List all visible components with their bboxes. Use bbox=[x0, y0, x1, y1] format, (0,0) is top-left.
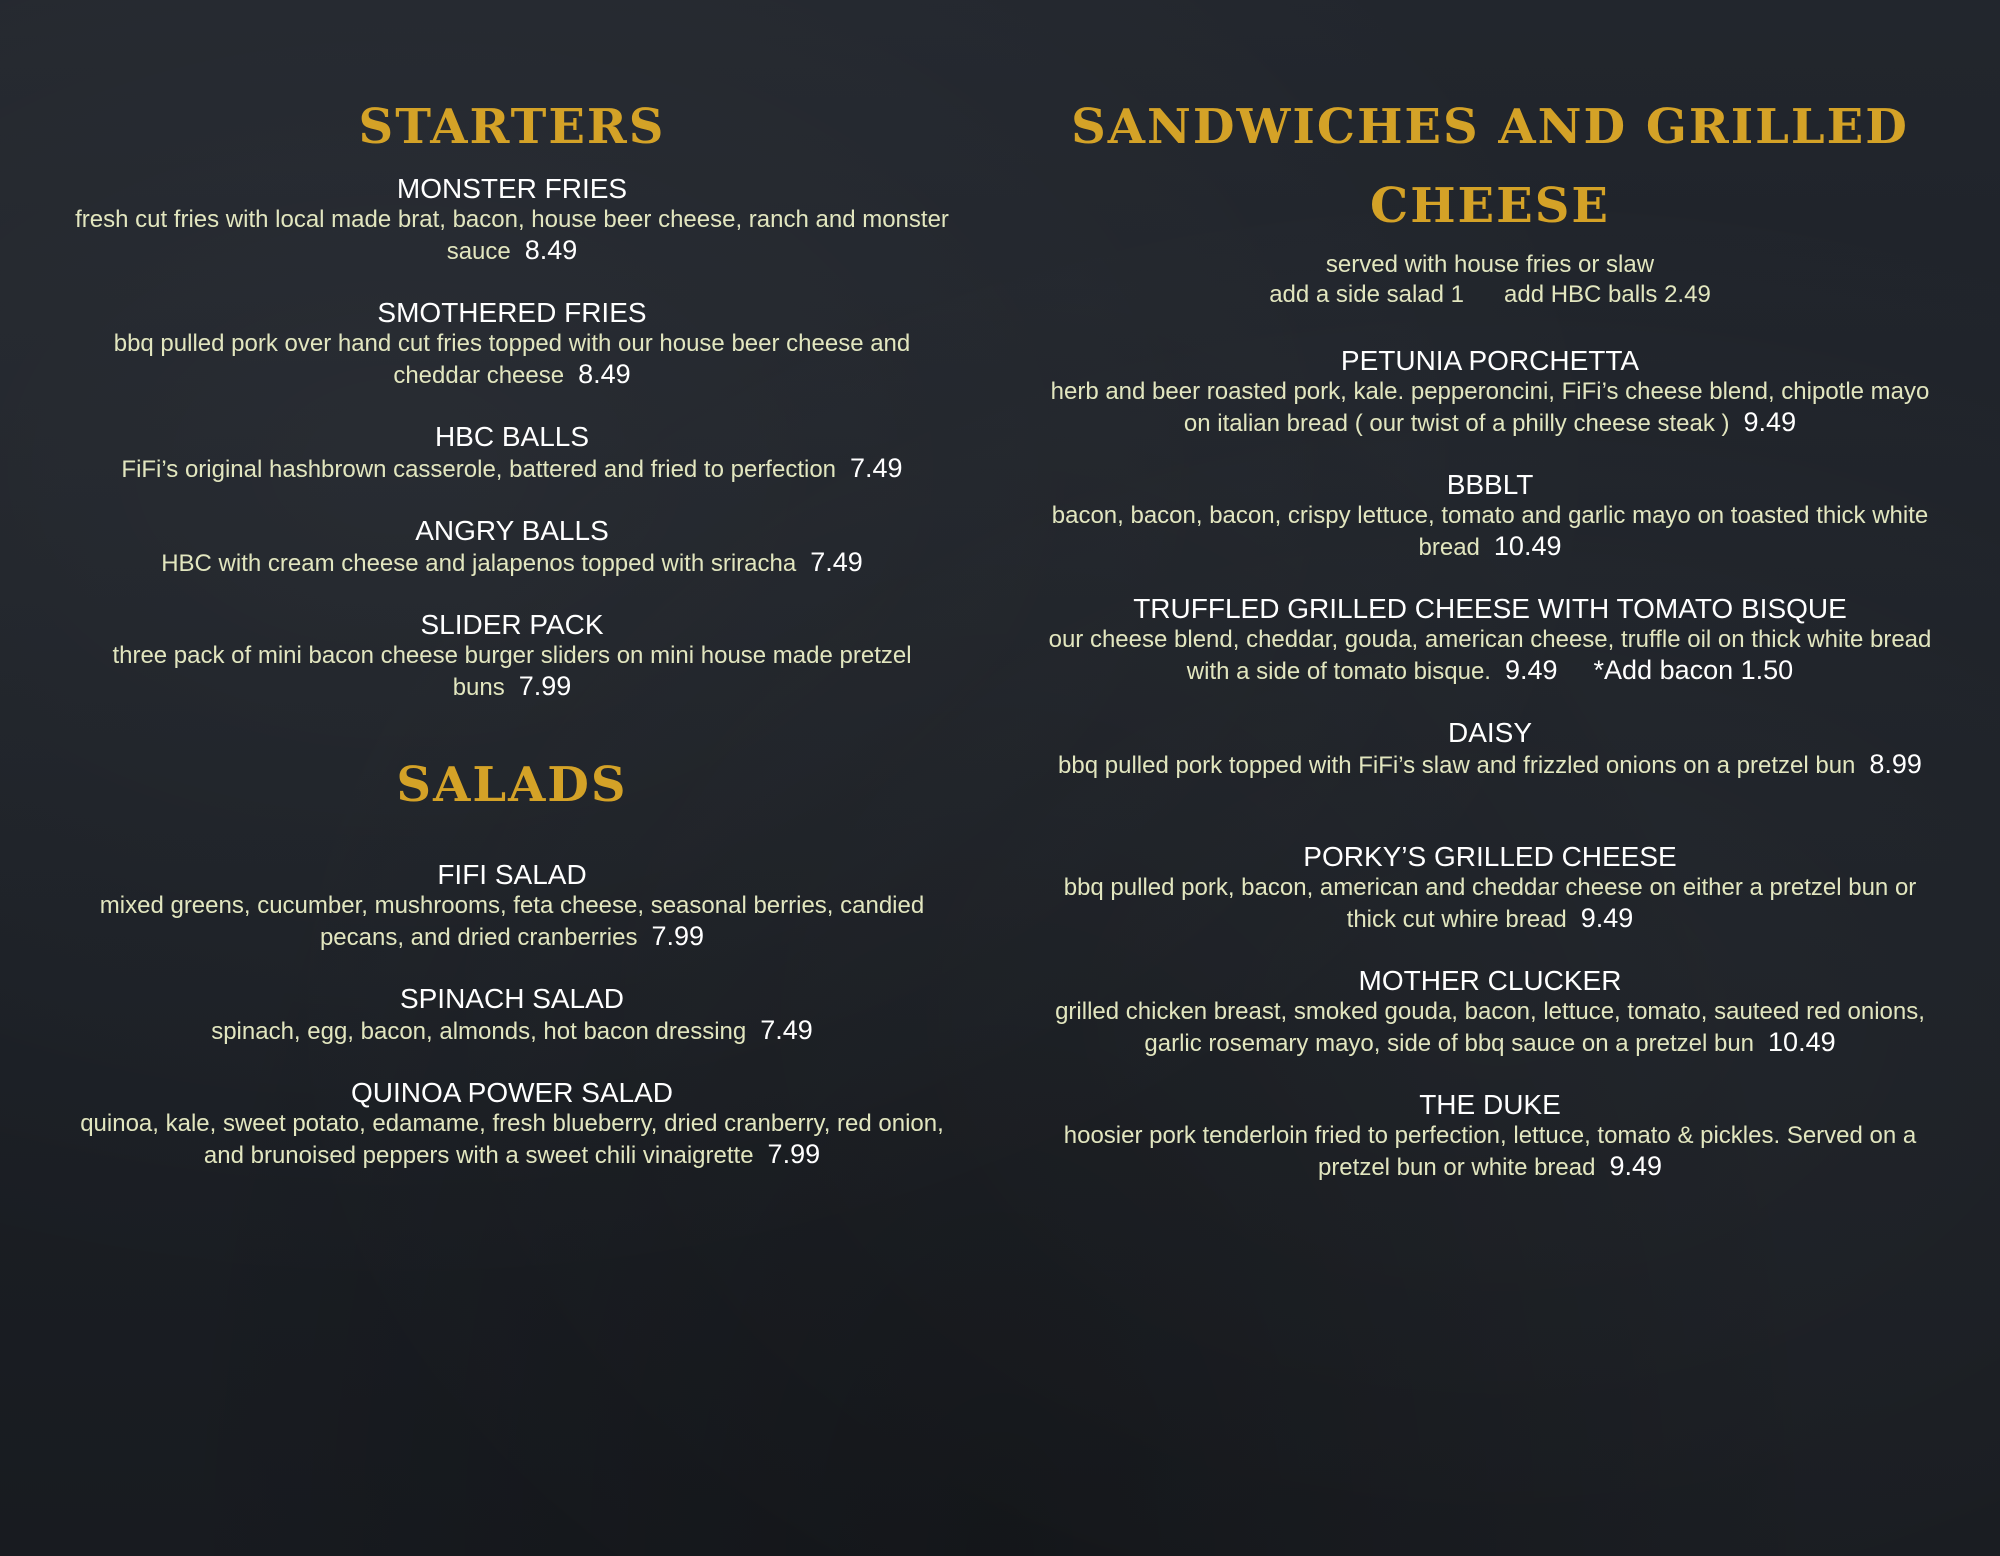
item-price: 7.49 bbox=[760, 1015, 813, 1045]
menu-item-daisy bbox=[1040, 716, 1940, 781]
sandwiches-heading-line2: CHEESE bbox=[1370, 178, 1610, 234]
menu-item-spinach-salad bbox=[62, 982, 962, 1047]
item-description: bbq pulled pork over hand cut fries topped with our house beer cheese and cheddar cheese 8.49 bbox=[113, 330, 911, 389]
item-price: 8.99 bbox=[1869, 749, 1922, 779]
starters-heading: STARTERS bbox=[358, 99, 666, 155]
item-description: bacon, bacon, bacon, crispy lettuce, tomato and garlic mayo on toasted thick white bread 10.49 bbox=[1051, 502, 1929, 561]
item-description: quinoa, kale, sweet potato, edamame, fresh blueberry, dried cranberry, red onion, and brunoised peppers with a sweet chili vinaigrette 7.99 bbox=[80, 1110, 944, 1169]
salads-heading: SALADS bbox=[396, 757, 628, 813]
menu-item-angry-balls bbox=[62, 514, 962, 579]
item-description: fresh cut fries with local made brat, bacon, house beer cheese, ranch and monster sauce 8.49 bbox=[75, 206, 949, 265]
item-name: THE DUKE bbox=[1419, 1089, 1561, 1120]
item-price: 10.49 bbox=[1768, 1027, 1836, 1057]
item-price: 7.49 bbox=[810, 547, 863, 577]
item-name: FIFI SALAD bbox=[437, 859, 587, 890]
item-price: 9.49 bbox=[1743, 407, 1797, 437]
sandwiches-heading bbox=[1040, 88, 1940, 246]
menu-item-bbblt bbox=[1040, 468, 1940, 563]
item-name: HBC BALLS bbox=[434, 421, 590, 452]
item-price: 9.49 bbox=[1504, 655, 1558, 685]
menu-item-slider-pack bbox=[62, 608, 962, 703]
item-description: bbq pulled pork, bacon, american and cheddar cheese on either a pretzel bun or thick cut whire bread 9.49 bbox=[1063, 874, 1917, 933]
item-description: HBC with cream cheese and jalapenos topped with sriracha 7.49 bbox=[161, 547, 863, 577]
item-price: 7.99 bbox=[767, 1139, 821, 1169]
item-name: PORKY’S GRILLED CHEESE bbox=[1303, 841, 1677, 872]
item-name: DAISY bbox=[1447, 717, 1533, 748]
item-name: BBBLT bbox=[1446, 469, 1534, 500]
item-price: 7.49 bbox=[850, 453, 903, 483]
item-description: bbq pulled pork topped with FiFi’s slaw and frizzled onions on a pretzel bun 8.99 bbox=[1058, 749, 1922, 779]
item-description: herb and beer roasted pork, kale. pepperoncini, FiFi’s cheese blend, chipotle mayo on italian bread ( our twist of a philly cheese steak ) 9.49 bbox=[1050, 378, 1930, 437]
sides-note: served with house fries or slaw bbox=[1325, 251, 1655, 278]
sandwiches-note bbox=[1040, 250, 1940, 310]
item-name: SPINACH SALAD bbox=[399, 983, 625, 1014]
item-price: 8.49 bbox=[578, 359, 631, 389]
hbc-balls-addon: add HBC balls 2.49 bbox=[1504, 281, 1711, 308]
item-name: SMOTHERED FRIES bbox=[377, 297, 647, 328]
item-price: 9.49 bbox=[1580, 903, 1634, 933]
add-bacon-option: *Add bacon 1.50 bbox=[1593, 655, 1794, 685]
item-description: our cheese blend, cheddar, gouda, american cheese, truffle oil on thick white bread with a side of tomato bisque. 9.49 *Add bacon 1.50 bbox=[1048, 626, 1932, 685]
side-salad-addon: add a side salad 1 bbox=[1269, 281, 1464, 308]
item-name: SLIDER PACK bbox=[420, 609, 604, 640]
menu-item-fifi-salad bbox=[62, 858, 962, 953]
add-ons-note bbox=[1040, 280, 1940, 310]
menu-item-hbc-balls bbox=[62, 420, 962, 485]
item-name: TRUFFLED GRILLED CHEESE WITH TOMATO BISQUE bbox=[1133, 593, 1847, 624]
item-price: 10.49 bbox=[1493, 531, 1562, 561]
item-name: MONSTER FRIES bbox=[396, 173, 628, 204]
menu-item-monster-fries bbox=[62, 172, 962, 267]
item-name: PETUNIA PORCHETTA bbox=[1340, 345, 1640, 376]
menu-item-the-duke bbox=[1040, 1088, 1940, 1183]
item-description: FiFi’s original hashbrown casserole, battered and fried to perfection 7.49 bbox=[121, 453, 903, 483]
menu-item-quinoa-power-salad bbox=[62, 1076, 962, 1171]
item-description: spinach, egg, bacon, almonds, hot bacon dressing 7.49 bbox=[211, 1015, 813, 1045]
item-price: 7.99 bbox=[651, 921, 705, 951]
item-price: 8.49 bbox=[524, 235, 578, 265]
sandwiches-heading-line1: SANDWICHES AND GRILLED bbox=[1071, 99, 1909, 155]
item-name: ANGRY BALLS bbox=[415, 515, 609, 546]
menu-item-petunia-porchetta bbox=[1040, 344, 1940, 439]
item-description: hoosier pork tenderloin fried to perfection, lettuce, tomato & pickles. Served on a pretzel bun or white bread 9.49 bbox=[1063, 1122, 1917, 1181]
item-price: 7.99 bbox=[518, 671, 572, 701]
item-description: grilled chicken breast, smoked gouda, bacon, lettuce, tomato, sauteed red onions, garlic rosemary mayo, side of bbq sauce on a pretzel bun 10.49 bbox=[1055, 998, 1925, 1057]
menu-item-truffled-grilled-cheese bbox=[1040, 592, 1940, 687]
menu-item-mother-clucker bbox=[1040, 964, 1940, 1059]
item-description: mixed greens, cucumber, mushrooms, feta cheese, seasonal berries, candied pecans, and dried cranberries 7.99 bbox=[99, 892, 925, 951]
item-price: 9.49 bbox=[1609, 1151, 1663, 1181]
menu-item-smothered-fries bbox=[62, 296, 962, 391]
menu-item-porkys-grilled-cheese bbox=[1040, 840, 1940, 935]
item-description: three pack of mini bacon cheese burger sliders on mini house made pretzel buns 7.99 bbox=[112, 642, 912, 701]
item-name: QUINOA POWER SALAD bbox=[350, 1077, 674, 1108]
item-name: MOTHER CLUCKER bbox=[1358, 965, 1622, 996]
